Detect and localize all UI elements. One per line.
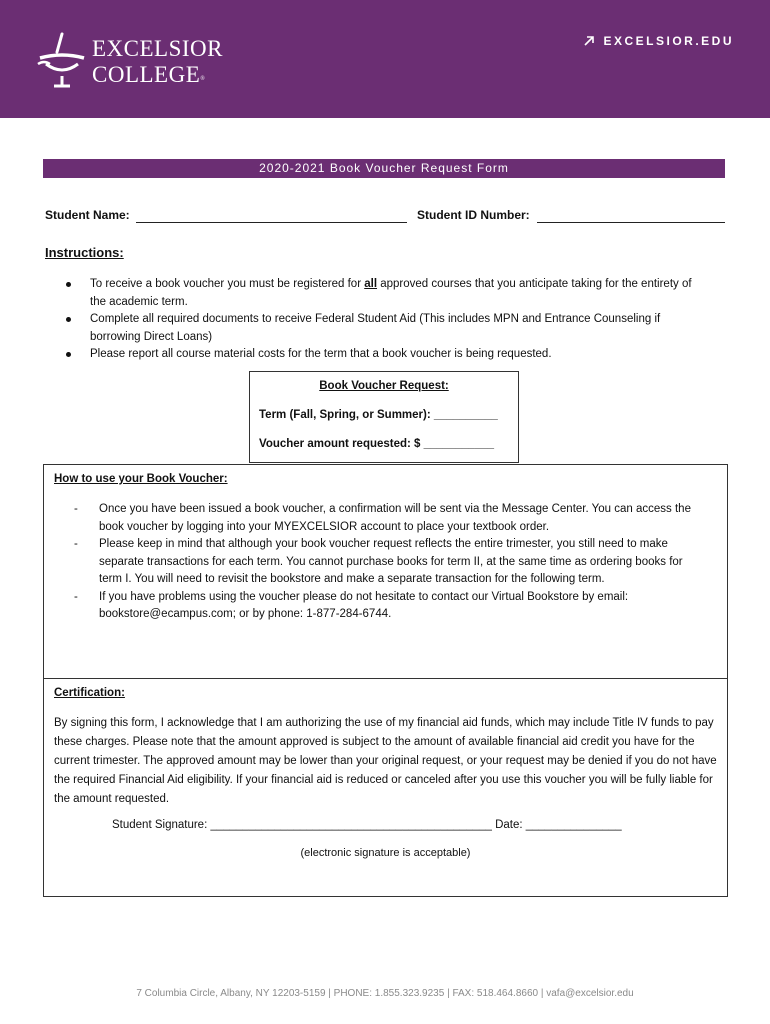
torch-icon bbox=[36, 30, 88, 90]
student-name-field[interactable] bbox=[136, 222, 407, 223]
list-item: To receive a book voucher you must be registered for all approved courses that you anticipate taking for the entirety of the academic term. bbox=[66, 276, 706, 311]
voucher-request-box bbox=[249, 371, 519, 463]
logo-line-excelsior: EXCELSIOR bbox=[92, 36, 223, 61]
list-item: - Please keep in mind that although your book voucher request reflects the entire trimester, you still need to make separate transactions for each term. You cannot purchase books for term II, at the same time as ordering books for term I. You will need to revisit the bookstore and make a separate transaction for the following term. bbox=[74, 536, 694, 589]
instructions-heading: Instructions: bbox=[45, 245, 124, 260]
logo-line-college: COLLEGE® bbox=[92, 62, 206, 87]
page-footer: 7 Columbia Circle, Albany, NY 12203-5159 | PHONE: 1.855.323.9235 | FAX: 518.464.8660 | vafa@excelsior.edu bbox=[136, 988, 634, 999]
certification-heading: Certification: bbox=[54, 687, 125, 699]
external-arrow-icon bbox=[583, 35, 595, 47]
list-item: - Once you have been issued a book voucher, a confirmation will be sent via the Message Center. You can access the book voucher by logging into your MYEXCELSIOR account to place your textbook order. bbox=[74, 501, 694, 536]
instructions-list bbox=[66, 276, 706, 364]
form-title: 2020-2021 Book Voucher Request Form bbox=[43, 159, 725, 178]
how-to-list bbox=[74, 501, 694, 624]
logo-wordmark bbox=[92, 36, 223, 92]
student-id-label: Student ID Number: bbox=[417, 208, 530, 222]
signature-note: (electronic signature is acceptable) bbox=[300, 847, 471, 859]
registered-mark: ® bbox=[200, 76, 206, 82]
student-info-row bbox=[45, 208, 725, 226]
certification-text: By signing this form, I acknowledge that I am authorizing the use of my financial aid funds, which may include Title IV funds to pay these charges. Please note that the amount approved is subject to the amount of available financial aid credit you have for the current trimester. The approved amount may be lower than your original request, or your request may be denied if you do not have the required Financial Aid eligibility. If your financial aid is reduced or canceled after you use this voucher you will be fully liable for the amount requested. bbox=[54, 717, 717, 805]
list-item: - If you have problems using the voucher please do not hesitate to contact our Virtual Bookstore by email: bookstore@ecampus.com; or by phone: 1-877-284-6744. bbox=[74, 589, 694, 624]
list-item: Please report all course material costs for the term that a book voucher is being requested. bbox=[66, 346, 706, 364]
excelsior-college-logo[interactable] bbox=[36, 30, 236, 92]
student-id-field[interactable] bbox=[537, 222, 725, 223]
how-to-use-section bbox=[43, 464, 728, 679]
site-link[interactable] bbox=[583, 34, 734, 48]
signature-date-line[interactable]: Student Signature: ____________________________________________ Date: _______________ bbox=[112, 819, 622, 831]
student-name-label: Student Name: bbox=[45, 208, 130, 222]
list-item: Complete all required documents to receive Federal Student Aid (This includes MPN and Entrance Counseling if borrowing Direct Loans) bbox=[66, 311, 706, 346]
certification-section bbox=[43, 678, 728, 897]
term-field[interactable]: Term (Fall, Spring, or Summer): __________ bbox=[259, 409, 498, 421]
voucher-amount-field[interactable]: Voucher amount requested: $ ___________ bbox=[259, 438, 495, 450]
how-to-heading: How to use your Book Voucher: bbox=[54, 473, 228, 485]
site-link-label: EXCELSIOR.EDU bbox=[603, 34, 734, 48]
voucher-request-heading: Book Voucher Request: bbox=[319, 380, 449, 392]
page-header bbox=[0, 0, 770, 118]
